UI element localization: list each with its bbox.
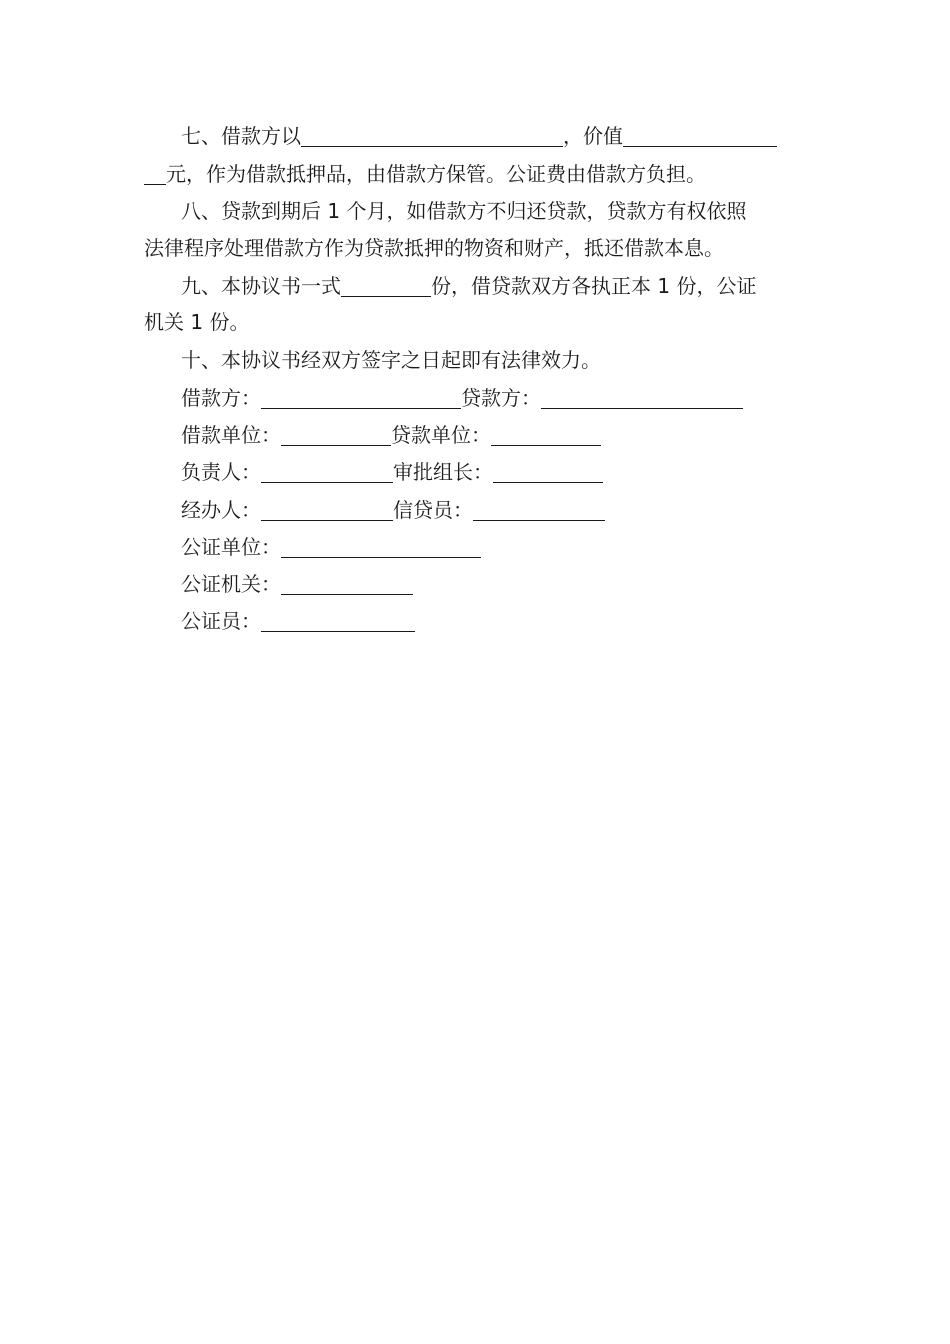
collateral-blank[interactable] [301, 120, 563, 147]
lender-unit-label: 贷款单位： [391, 423, 491, 447]
signature-row-handler [181, 490, 605, 526]
borrower-label: 借款方： [181, 386, 261, 410]
clause-9-line-1 [144, 266, 808, 304]
handler-field[interactable] [261, 494, 393, 521]
signature-row-responsible [181, 452, 603, 488]
approval-leader-field[interactable] [493, 456, 603, 483]
clause-9-text-a: 九、本协议书一式 [181, 274, 341, 298]
clause-10: 十、本协议书经双方签字之日起即有法律效力。 [181, 348, 601, 372]
clause-8-line-2: 法律程序处理借款方作为贷款抵押的物资和财产，抵还借款本息。 [144, 236, 724, 260]
signature-row-notary-unit [181, 527, 481, 563]
clause-7-line-2 [144, 154, 808, 192]
clause-7-text-b: ，价值 [563, 124, 623, 148]
clause-7-text-c: 元，作为借款抵押品，由借款方保管。公证费由借款方负担。 [166, 162, 706, 186]
lender-label: 贷款方： [461, 386, 541, 410]
clause-8-line-1: 八、贷款到期后 1 个月，如借款方不归还贷款，贷款方有权依照 [181, 199, 747, 223]
notary-unit-field[interactable] [281, 531, 481, 558]
lender-unit-field[interactable] [491, 419, 601, 446]
approval-leader-label: 审批组长： [393, 460, 493, 484]
handler-label: 经办人： [181, 498, 261, 522]
notary-unit-label: 公证单位： [181, 535, 281, 559]
responsible-label: 负责人： [181, 460, 261, 484]
copies-blank[interactable] [341, 270, 431, 297]
credit-officer-label: 信贷员： [393, 498, 473, 522]
responsible-field[interactable] [261, 456, 393, 483]
clause-9-line-2: 机关 1 份。 [144, 310, 250, 334]
clause-9-text-b: 份，借贷款双方各执正本 1 份，公证 [431, 274, 757, 298]
notary-office-field[interactable] [281, 568, 413, 595]
borrower-unit-field[interactable] [281, 419, 391, 446]
notary-field[interactable] [261, 605, 415, 632]
signature-row-parties [181, 378, 743, 414]
borrower-unit-label: 借款单位： [181, 423, 281, 447]
clause-7-line-1 [144, 116, 808, 154]
signature-row-notary-office [181, 564, 413, 600]
signature-row-notary [181, 601, 415, 637]
value-blank[interactable] [623, 120, 777, 147]
value-blank-continued[interactable] [144, 158, 166, 185]
lender-field[interactable] [541, 382, 743, 409]
credit-officer-field[interactable] [473, 494, 605, 521]
notary-office-label: 公证机关： [181, 572, 281, 596]
notary-label: 公证员： [181, 609, 261, 633]
clause-7-text-a: 七、借款方以 [181, 124, 301, 148]
borrower-field[interactable] [261, 382, 461, 409]
signature-row-units [181, 415, 601, 451]
